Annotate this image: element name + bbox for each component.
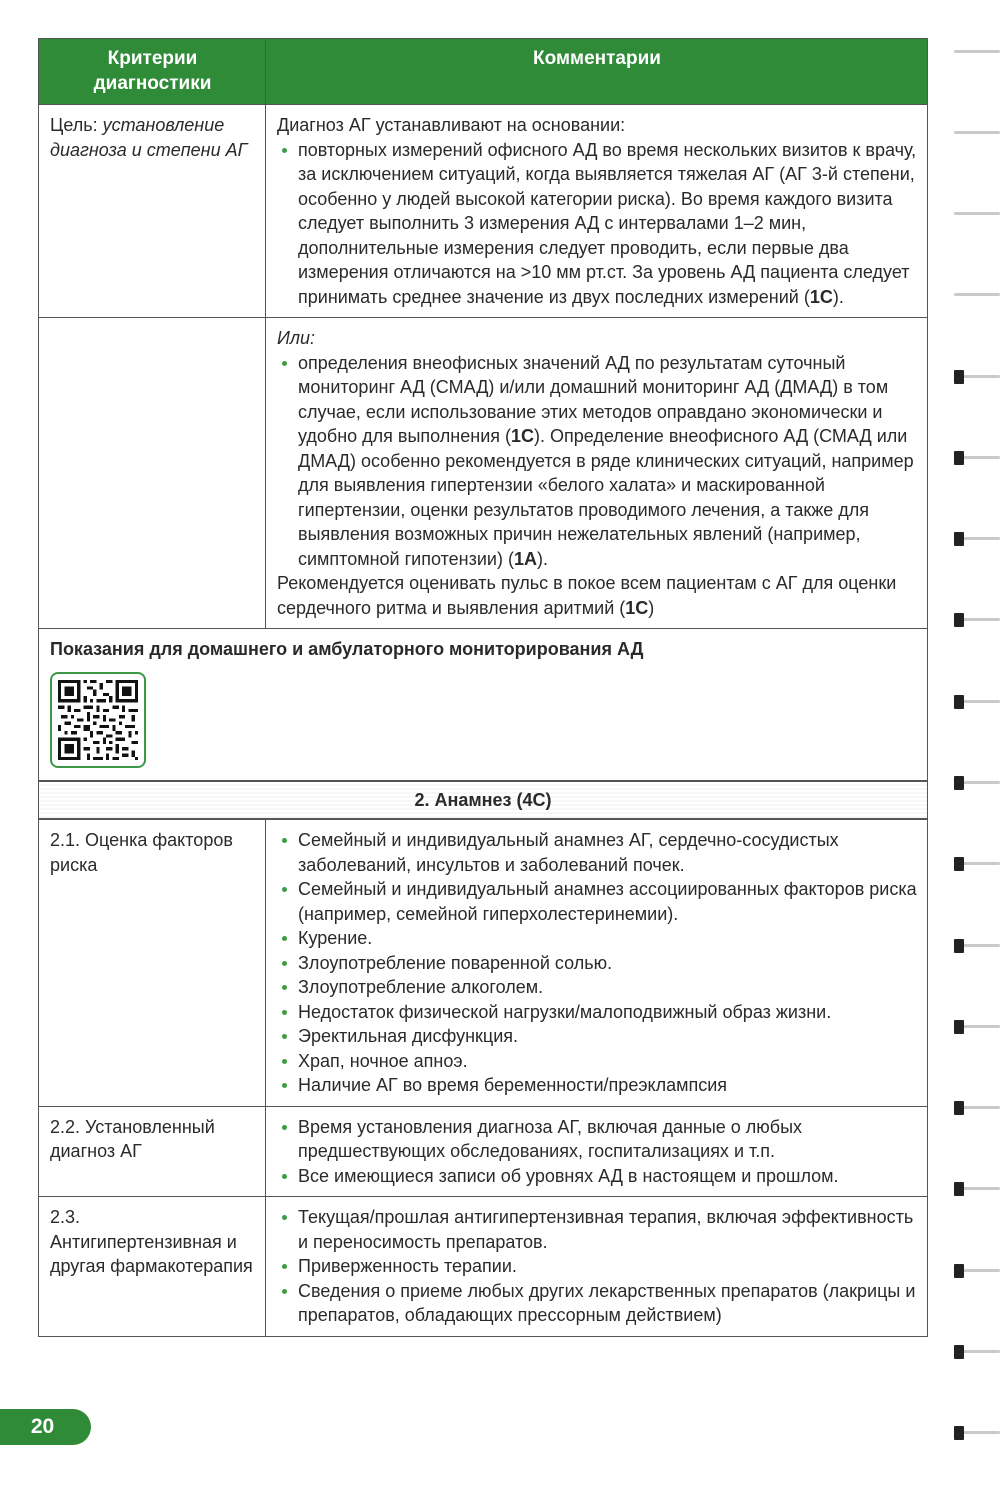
binding-ring bbox=[950, 852, 1000, 878]
pulse-recommendation: Рекомендуется оценивать пульс в покое всем пациентам с АГ для оценки сердечного ритма и выявления аритмий (1С) bbox=[277, 573, 897, 618]
bullet-list bbox=[277, 1115, 917, 1189]
list-item: определения внеофисных значений АД по результатам суточный мониторинг АД (СМАД) и/или домашний мониторинг АД (ДМАД) в том случае, если использование этих методов оправдано экономически и удобно для выполнения (1С). Определение внеофисного АД (СМАД или ДМАД) особенно рекомендуется в ряде клинических ситуаций, например для выявления гипертензии «белого халата» и маскированной гипертензии, оценки результатов проводимого лечения, а также для выявления возможных причин нежелательных явлений (например, симптомной гипотензии) (1А). bbox=[277, 351, 917, 572]
binding-ring bbox=[950, 608, 1000, 634]
bullet-list bbox=[277, 1205, 917, 1328]
binding-ring bbox=[950, 771, 1000, 797]
list-item: Злоупотребление алкоголем. bbox=[277, 975, 917, 1000]
header-criteria: Критерии диагностики bbox=[39, 39, 266, 105]
binding-ring bbox=[950, 365, 1000, 391]
goal-prefix: Цель: bbox=[50, 115, 103, 135]
criteria-cell: 2.3. Антигипертензивная и другая фармакотерапия bbox=[39, 1197, 266, 1337]
page-number: 20 bbox=[0, 1409, 91, 1445]
binding-ring bbox=[950, 1259, 1000, 1285]
binding-ring bbox=[950, 121, 1000, 147]
bullet-list bbox=[277, 138, 917, 310]
evidence-ref: 1А bbox=[513, 548, 537, 569]
bullet-list bbox=[277, 351, 917, 572]
table-row bbox=[39, 1197, 928, 1337]
list-item: повторных измерений офисного АД во время нескольких визитов к врачу, за исключением ситуаций, когда выявляется тяжелая АГ (АГ 3-й степени, особенно у людей высокой категории риска). Во время каждого визита следует выполнить 3 измерения АД с интервалами 1–2 мин, дополнительные измерения следует проводить, если первые два измерения отличаются на >10 мм рт.ст. За уровень АД пациента следует принимать среднее значение из двух последних измерений (1С). bbox=[277, 138, 917, 310]
binding-ring bbox=[950, 527, 1000, 553]
list-item: Злоупотребление поваренной солью. bbox=[277, 951, 917, 976]
binding-ring bbox=[950, 1096, 1000, 1122]
lead-text: Диагноз АГ устанавливают на основании: bbox=[277, 115, 626, 135]
binding-ring bbox=[950, 1177, 1000, 1203]
section-title: 2. Анамнез (4С) bbox=[39, 781, 928, 820]
list-item: Семейный и индивидуальный анамнез ассоциированных факторов риска (например, семейной гиперхолестеринемии). bbox=[277, 877, 917, 926]
binding-ring bbox=[950, 202, 1000, 228]
monitoring-title: Показания для домашнего и амбулаторного мониторирования АД bbox=[50, 639, 644, 659]
list-item: Приверженность терапии. bbox=[277, 1254, 917, 1279]
section-row bbox=[39, 781, 928, 820]
list-item: Семейный и индивидуальный анамнез АГ, сердечно-сосудистых заболеваний, инсультов и заболеваний почек. bbox=[277, 828, 917, 877]
table-header-row bbox=[39, 39, 928, 105]
table-row bbox=[39, 1106, 928, 1197]
binding-ring bbox=[950, 283, 1000, 309]
binding-ring bbox=[950, 40, 1000, 66]
binding-ring bbox=[950, 1421, 1000, 1447]
binding-ring bbox=[950, 1340, 1000, 1366]
list-item: Наличие АГ во время беременности/преэклампсия bbox=[277, 1073, 917, 1098]
monitoring-cell bbox=[39, 629, 928, 781]
or-label: Или: bbox=[277, 328, 316, 348]
monitoring-row bbox=[39, 629, 928, 781]
table-row bbox=[39, 105, 928, 318]
binding-ring bbox=[950, 690, 1000, 716]
spiral-binding bbox=[950, 0, 1000, 1487]
list-item: Курение. bbox=[277, 926, 917, 951]
goal-text: установление диагноза и степени АГ bbox=[50, 115, 248, 160]
evidence-ref: 1С bbox=[809, 286, 833, 307]
criteria-cell: 2.1. Оценка факторов риска bbox=[39, 819, 266, 1106]
binding-ring bbox=[950, 1015, 1000, 1041]
qr-code-graphic bbox=[58, 680, 138, 760]
list-item: Эректильная дисфункция. bbox=[277, 1024, 917, 1049]
list-item: Недостаток физической нагрузки/малоподвижный образ жизни. bbox=[277, 1000, 917, 1025]
criteria-table bbox=[38, 38, 928, 1337]
comment-cell bbox=[266, 318, 928, 629]
criteria-cell-empty bbox=[39, 318, 266, 629]
evidence-ref: 1С bbox=[625, 597, 649, 618]
comment-cell bbox=[266, 105, 928, 318]
binding-ring bbox=[950, 934, 1000, 960]
list-item: Текущая/прошлая антигипертензивная терапия, включая эффективность и переносимость препаратов. bbox=[277, 1205, 917, 1254]
list-item: Храп, ночное апноэ. bbox=[277, 1049, 917, 1074]
evidence-ref: 1С bbox=[511, 426, 535, 446]
qr-code-icon[interactable] bbox=[50, 672, 146, 768]
list-item: Все имеющиеся записи об уровнях АД в настоящем и прошлом. bbox=[277, 1164, 917, 1189]
comment-cell bbox=[266, 819, 928, 1106]
list-item: Сведения о приеме любых других лекарственных препаратов (лакрицы и препаратов, обладающих прессорным действием) bbox=[277, 1279, 917, 1328]
criteria-cell: 2.2. Установленный диагноз АГ bbox=[39, 1106, 266, 1197]
list-item: Время установления диагноза АГ, включая данные о любых предшествующих обследованиях, госпитализациях и т.п. bbox=[277, 1115, 917, 1164]
table-row bbox=[39, 318, 928, 629]
comment-cell bbox=[266, 1197, 928, 1337]
table-row bbox=[39, 819, 928, 1106]
criteria-cell bbox=[39, 105, 266, 318]
bullet-list bbox=[277, 828, 917, 1098]
comment-cell bbox=[266, 1106, 928, 1197]
binding-ring bbox=[950, 446, 1000, 472]
header-comments: Комментарии bbox=[266, 39, 928, 105]
